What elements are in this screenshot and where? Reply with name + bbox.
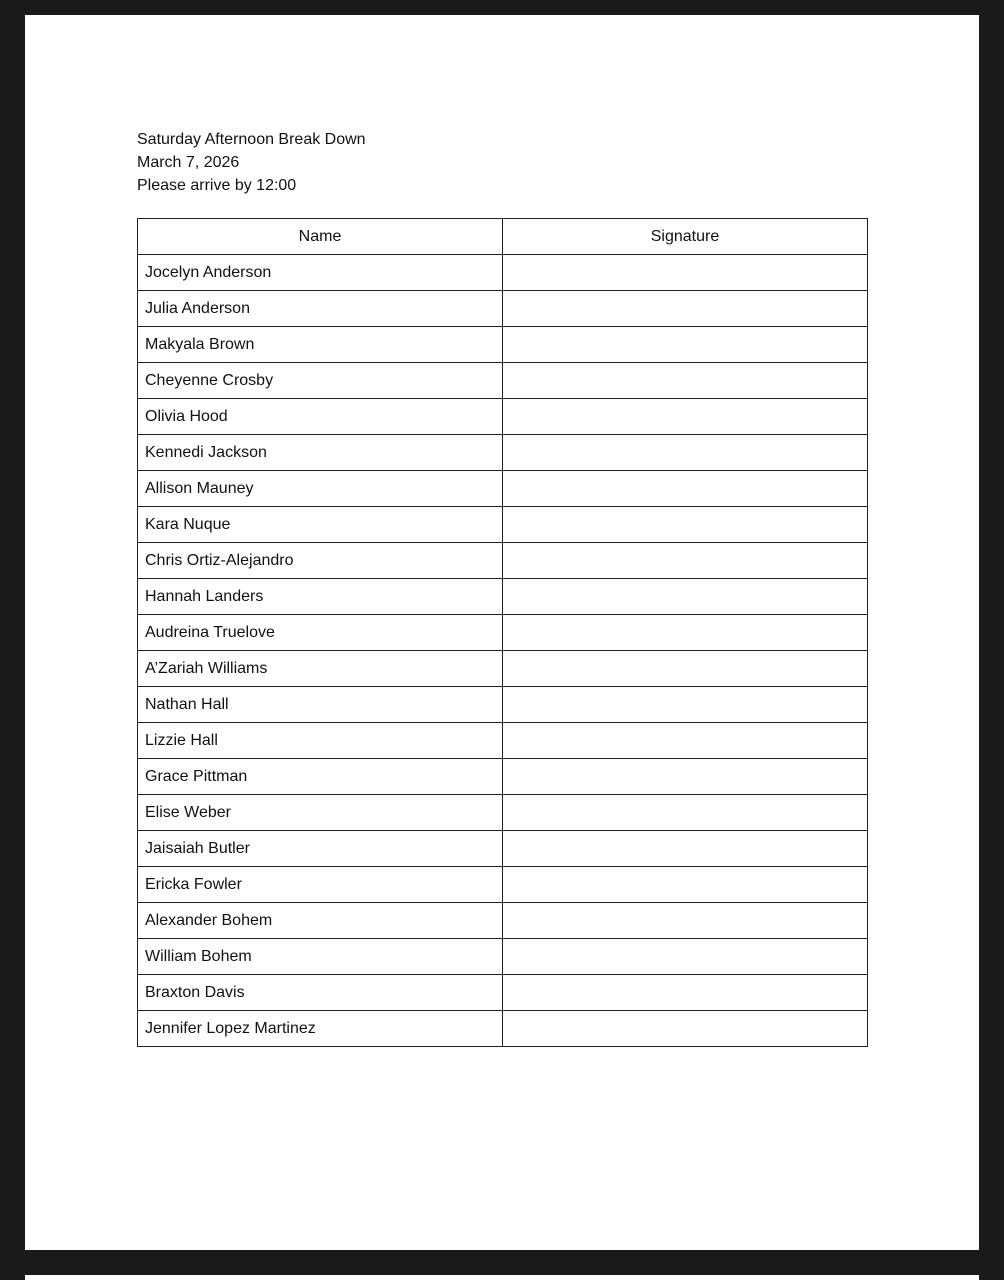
table-row (138, 831, 868, 867)
name-cell: Ericka Fowler (138, 867, 503, 903)
signature-cell[interactable] (503, 723, 868, 759)
name-cell: William Bohem (138, 939, 503, 975)
name-cell: Jaisaiah Butler (138, 831, 503, 867)
name-cell: Kennedi Jackson (138, 435, 503, 471)
signature-cell[interactable] (503, 507, 868, 543)
table-row (138, 795, 868, 831)
signature-cell[interactable] (503, 759, 868, 795)
signature-cell[interactable] (503, 939, 868, 975)
signature-cell[interactable] (503, 399, 868, 435)
signature-cell[interactable] (503, 327, 868, 363)
name-cell: Chris Ortiz-Alejandro (138, 543, 503, 579)
name-cell: Audreina Truelove (138, 615, 503, 651)
name-cell: Cheyenne Crosby (138, 363, 503, 399)
name-cell: Alexander Bohem (138, 903, 503, 939)
table-row (138, 579, 868, 615)
table-row (138, 255, 868, 291)
name-cell: Lizzie Hall (138, 723, 503, 759)
signature-cell[interactable] (503, 831, 868, 867)
name-cell: Jennifer Lopez Martinez (138, 1011, 503, 1047)
table-row (138, 1011, 868, 1047)
arrival-note: Please arrive by 12:00 (137, 177, 297, 194)
table-row (138, 651, 868, 687)
table-row (138, 399, 868, 435)
name-cell: Julia Anderson (138, 291, 503, 327)
table-header-row (138, 219, 868, 255)
signature-cell[interactable] (503, 543, 868, 579)
signature-cell[interactable] (503, 579, 868, 615)
name-cell: Makyala Brown (138, 327, 503, 363)
signature-cell[interactable] (503, 255, 868, 291)
name-cell: Olivia Hood (138, 399, 503, 435)
table-row (138, 291, 868, 327)
table-row (138, 507, 868, 543)
table-row (138, 543, 868, 579)
table-row (138, 435, 868, 471)
name-cell: Elise Weber (138, 795, 503, 831)
signature-cell[interactable] (503, 615, 868, 651)
table-row (138, 615, 868, 651)
signature-cell[interactable] (503, 291, 868, 327)
table-row (138, 687, 868, 723)
table-row (138, 903, 868, 939)
signature-cell[interactable] (503, 975, 868, 1011)
name-cell: Allison Mauney (138, 471, 503, 507)
table-row (138, 471, 868, 507)
table-row (138, 327, 868, 363)
document-date: March 7, 2026 (137, 154, 240, 171)
signature-cell[interactable] (503, 363, 868, 399)
table-row (138, 975, 868, 1011)
signature-cell[interactable] (503, 687, 868, 723)
signature-cell[interactable] (503, 867, 868, 903)
signature-column-header: Signature (503, 219, 868, 255)
name-cell: Jocelyn Anderson (138, 255, 503, 291)
signature-cell[interactable] (503, 471, 868, 507)
table-row (138, 867, 868, 903)
name-cell: Hannah Landers (138, 579, 503, 615)
signature-cell[interactable] (503, 435, 868, 471)
document-header (137, 128, 366, 197)
name-cell: Braxton Davis (138, 975, 503, 1011)
name-cell: Nathan Hall (138, 687, 503, 723)
document-title: Saturday Afternoon Break Down (137, 131, 366, 148)
name-cell: A’Zariah Williams (138, 651, 503, 687)
signature-cell[interactable] (503, 795, 868, 831)
name-cell: Grace Pittman (138, 759, 503, 795)
document-page (25, 15, 979, 1250)
table-row (138, 759, 868, 795)
table-row (138, 939, 868, 975)
name-cell: Kara Nuque (138, 507, 503, 543)
signature-cell[interactable] (503, 903, 868, 939)
table-row (138, 723, 868, 759)
next-page-edge (25, 1275, 979, 1280)
name-column-header: Name (138, 219, 503, 255)
table-row (138, 363, 868, 399)
signature-cell[interactable] (503, 651, 868, 687)
sign-in-table (137, 218, 868, 1047)
signature-cell[interactable] (503, 1011, 868, 1047)
